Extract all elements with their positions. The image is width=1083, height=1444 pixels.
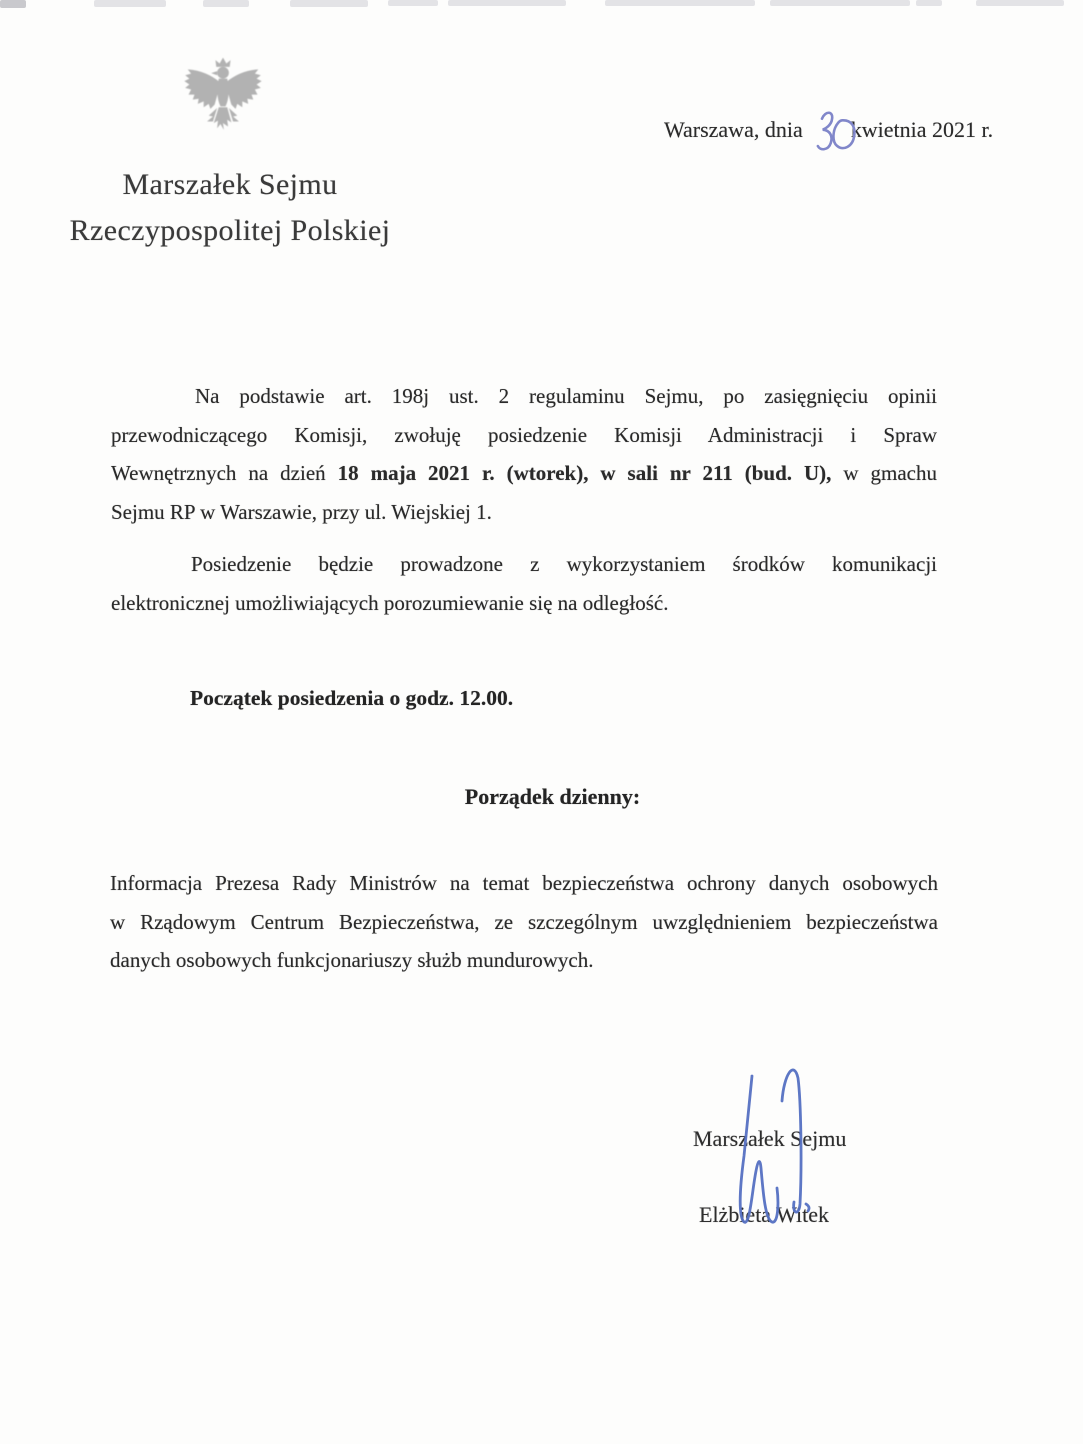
paragraph-line: Informacja Prezesa Rady Ministrów na temat bezpieczeństwa ochrony danych osobowych	[110, 871, 938, 895]
agenda-heading: Porządek dzienny:	[464, 784, 641, 809]
date-suffix: kwietnia 2021 r.	[850, 117, 994, 142]
scan-artifact	[203, 0, 249, 7]
meeting-date-bold: 18 maja 2021 r. (wtorek), w sali nr 211 (bud. U),	[337, 461, 832, 485]
paragraph-line: Posiedzenie będzie prowadzone z wykorzystaniem środków komunikacji	[191, 552, 937, 576]
paragraph-legal-basis	[111, 377, 937, 531]
scan-artifact	[976, 0, 1064, 6]
letterhead-title-line2: Rzeczypospolitej Polskiej	[69, 214, 391, 247]
handwritten-day-30	[805, 106, 860, 160]
paragraph-line: Na podstawie art. 198j ust. 2 regulaminu Sejmu, po zasięgnięciu opinii	[195, 384, 937, 408]
letterhead-title	[28, 162, 432, 254]
paragraph-line: elektronicznej umożliwiających porozumiewanie się na odległość.	[111, 590, 669, 615]
scan-artifact	[94, 0, 166, 7]
scan-artifact	[448, 0, 566, 6]
date-line	[664, 110, 993, 158]
scan-artifact	[916, 0, 942, 6]
scan-artifact	[388, 0, 438, 6]
polish-eagle-emblem-icon	[181, 56, 265, 150]
paragraph-remote-participation	[111, 545, 937, 622]
letterhead-title-line1: Marszałek Sejmu	[122, 168, 338, 201]
signature-role: Marszałek Sejmu	[693, 1126, 847, 1151]
paragraph-line: Sejmu RP w Warszawie, przy ul. Wiejskiej 1.	[111, 499, 492, 524]
paragraph-line: danych osobowych funkcjonariuszy służb mundurowych.	[110, 948, 594, 972]
meeting-start-time: Początek posiedzenia o godz. 12.00.	[190, 686, 514, 710]
paragraph-line: przewodniczącego Komisji, zwołuję posiedzenie Komisji Administracji i Spraw	[111, 422, 937, 447]
line-text: Wewnętrznych na dzień	[111, 461, 338, 485]
paragraph-line	[111, 454, 937, 493]
signature-name: Elżbieta Witek	[699, 1202, 830, 1227]
handwritten-signature	[722, 1056, 817, 1252]
paragraph-line: w Rządowym Centrum Bezpieczeństwa, ze szczególnym uwzględnieniem bezpieczeństwa	[110, 909, 938, 934]
agenda-paragraph	[110, 864, 938, 980]
line-text: w gmachu	[831, 461, 937, 485]
date-prefix: Warszawa, dnia	[664, 117, 803, 142]
scan-artifact	[290, 0, 368, 7]
scan-artifact	[605, 0, 755, 6]
scan-artifact	[0, 0, 26, 8]
scan-artifact	[770, 0, 910, 6]
